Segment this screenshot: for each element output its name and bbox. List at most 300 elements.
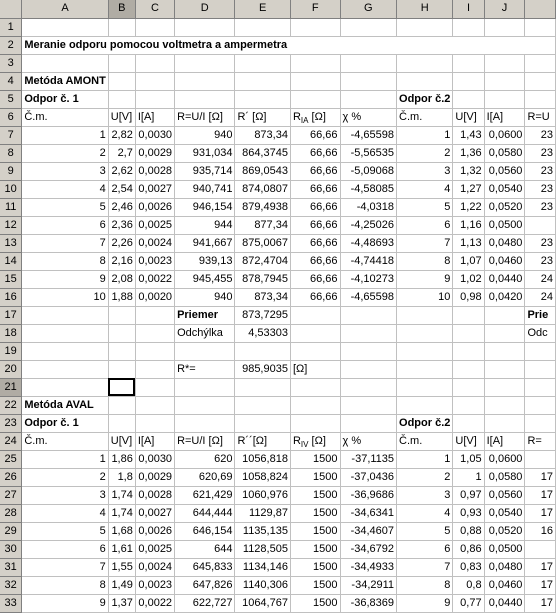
row-header-10[interactable]: 10 xyxy=(0,180,22,198)
cell-B10[interactable]: 2,54 xyxy=(108,180,135,198)
cell-H14[interactable]: 8 xyxy=(397,252,453,270)
cell-B14[interactable]: 2,16 xyxy=(108,252,135,270)
cell-D31[interactable]: 645,833 xyxy=(175,558,235,576)
cell-D14[interactable]: 939,13 xyxy=(175,252,235,270)
cell-F17[interactable] xyxy=(290,306,340,324)
cell-G6[interactable]: χ % xyxy=(340,108,397,126)
cell-H17[interactable] xyxy=(397,306,453,324)
cell-A7[interactable]: 1 xyxy=(22,126,108,144)
cell-K4[interactable] xyxy=(525,72,556,90)
cell-A29[interactable]: 5 xyxy=(22,522,108,540)
cell-I18[interactable] xyxy=(453,324,484,342)
row-header-25[interactable]: 25 xyxy=(0,450,22,468)
cell-H13[interactable]: 7 xyxy=(397,234,453,252)
cell-I9[interactable]: 1,32 xyxy=(453,162,484,180)
cell-K14[interactable]: 23 xyxy=(525,252,556,270)
cell-A15[interactable]: 9 xyxy=(22,270,108,288)
cell-I3[interactable] xyxy=(453,54,484,72)
cell-H28[interactable]: 4 xyxy=(397,504,453,522)
cell-F10[interactable]: 66,66 xyxy=(290,180,340,198)
cell-H33[interactable]: 9 xyxy=(397,594,453,612)
cell-G30[interactable]: -34,6792 xyxy=(340,540,397,558)
cell-K17[interactable]: Prie xyxy=(525,306,556,324)
cell-F8[interactable]: 66,66 xyxy=(290,144,340,162)
cell-I8[interactable]: 1,36 xyxy=(453,144,484,162)
cell-F28[interactable]: 1500 xyxy=(290,504,340,522)
cell-G28[interactable]: -34,6341 xyxy=(340,504,397,522)
row-header-28[interactable]: 28 xyxy=(0,504,22,522)
cell-K11[interactable]: 23 xyxy=(525,198,556,216)
cell-B23[interactable] xyxy=(108,414,135,432)
cell-F1[interactable] xyxy=(290,18,340,36)
cell-A17[interactable] xyxy=(22,306,108,324)
cell-B13[interactable]: 2,26 xyxy=(108,234,135,252)
cell-C24[interactable]: I[A] xyxy=(135,432,174,450)
cell-K32[interactable]: 17 xyxy=(525,576,556,594)
cell-C11[interactable]: 0,0026 xyxy=(135,198,174,216)
cell-D25[interactable]: 620 xyxy=(175,450,235,468)
cell-C1[interactable] xyxy=(135,18,174,36)
cell-H30[interactable]: 6 xyxy=(397,540,453,558)
cell-A28[interactable]: 4 xyxy=(22,504,108,522)
cell-G9[interactable]: -5,09068 xyxy=(340,162,397,180)
cell-C12[interactable]: 0,0025 xyxy=(135,216,174,234)
cell-E20[interactable]: 985,9035 xyxy=(235,360,290,378)
cell-B1[interactable] xyxy=(108,18,135,36)
row-header-17[interactable]: 17 xyxy=(0,306,22,324)
cell-K25[interactable] xyxy=(525,450,556,468)
row-header-1[interactable]: 1 xyxy=(0,18,22,36)
cell-J16[interactable]: 0,0420 xyxy=(484,288,525,306)
cell-G25[interactable]: -37,1135 xyxy=(340,450,397,468)
cell-E19[interactable] xyxy=(235,342,290,360)
cell-K33[interactable]: 17 xyxy=(525,594,556,612)
cell-A3[interactable] xyxy=(22,54,108,72)
cell-E16[interactable]: 873,34 xyxy=(235,288,290,306)
cell-F18[interactable] xyxy=(290,324,340,342)
row-header-26[interactable]: 26 xyxy=(0,468,22,486)
cell-J32[interactable]: 0,0460 xyxy=(484,576,525,594)
cell-D27[interactable]: 621,429 xyxy=(175,486,235,504)
cell-G12[interactable]: -4,25026 xyxy=(340,216,397,234)
cell-I26[interactable]: 1 xyxy=(453,468,484,486)
cell-G31[interactable]: -34,4933 xyxy=(340,558,397,576)
cell-G5[interactable] xyxy=(340,90,397,108)
cell-E18[interactable]: 4,53303 xyxy=(235,324,290,342)
cell-H19[interactable] xyxy=(397,342,453,360)
cell-F32[interactable]: 1500 xyxy=(290,576,340,594)
cell-K7[interactable]: 23 xyxy=(525,126,556,144)
cell-D13[interactable]: 941,667 xyxy=(175,234,235,252)
cell-H27[interactable]: 3 xyxy=(397,486,453,504)
cell-F7[interactable]: 66,66 xyxy=(290,126,340,144)
cell-I33[interactable]: 0,77 xyxy=(453,594,484,612)
cell-C27[interactable]: 0,0028 xyxy=(135,486,174,504)
cell-D15[interactable]: 945,455 xyxy=(175,270,235,288)
cell-I13[interactable]: 1,13 xyxy=(453,234,484,252)
cell-E6[interactable]: R´ [Ω] xyxy=(235,108,290,126)
cell-I32[interactable]: 0,8 xyxy=(453,576,484,594)
cell-A9[interactable]: 3 xyxy=(22,162,108,180)
row-header-13[interactable]: 13 xyxy=(0,234,22,252)
cell-C4[interactable] xyxy=(135,72,174,90)
cell-K28[interactable]: 17 xyxy=(525,504,556,522)
cell-J10[interactable]: 0,0540 xyxy=(484,180,525,198)
cell-G13[interactable]: -4,48693 xyxy=(340,234,397,252)
cell-D32[interactable]: 647,826 xyxy=(175,576,235,594)
cell-F14[interactable]: 66,66 xyxy=(290,252,340,270)
cell-G24[interactable]: χ % xyxy=(340,432,397,450)
cell-C29[interactable]: 0,0026 xyxy=(135,522,174,540)
cell-B16[interactable]: 1,88 xyxy=(108,288,135,306)
cell-G14[interactable]: -4,74418 xyxy=(340,252,397,270)
cell-F19[interactable] xyxy=(290,342,340,360)
cell-G8[interactable]: -5,56535 xyxy=(340,144,397,162)
cell-K6[interactable]: R=U xyxy=(525,108,556,126)
cell-J9[interactable]: 0,0560 xyxy=(484,162,525,180)
cell-H1[interactable] xyxy=(397,18,453,36)
cell-K22[interactable] xyxy=(525,396,556,414)
cell-D1[interactable] xyxy=(175,18,235,36)
cell-B12[interactable]: 2,36 xyxy=(108,216,135,234)
cell-E12[interactable]: 877,34 xyxy=(235,216,290,234)
row-header-9[interactable]: 9 xyxy=(0,162,22,180)
cell-J24[interactable]: I[A] xyxy=(484,432,525,450)
cell-D8[interactable]: 931,034 xyxy=(175,144,235,162)
cell-A5[interactable]: Odpor č. 1 xyxy=(22,90,108,108)
cell-E31[interactable]: 1134,146 xyxy=(235,558,290,576)
cell-J1[interactable] xyxy=(484,18,525,36)
cell-D28[interactable]: 644,444 xyxy=(175,504,235,522)
cell-C14[interactable]: 0,0023 xyxy=(135,252,174,270)
cell-F5[interactable] xyxy=(290,90,340,108)
cell-A18[interactable] xyxy=(22,324,108,342)
cell-I29[interactable]: 0,88 xyxy=(453,522,484,540)
cell-K29[interactable]: 16 xyxy=(525,522,556,540)
cell-I14[interactable]: 1,07 xyxy=(453,252,484,270)
cell-E32[interactable]: 1140,306 xyxy=(235,576,290,594)
cell-H7[interactable]: 1 xyxy=(397,126,453,144)
cell-B8[interactable]: 2,7 xyxy=(108,144,135,162)
cell-A13[interactable]: 7 xyxy=(22,234,108,252)
row-header-33[interactable]: 33 xyxy=(0,594,22,612)
cell-I4[interactable] xyxy=(453,72,484,90)
cell-I21[interactable] xyxy=(453,378,484,396)
cell-J14[interactable]: 0,0460 xyxy=(484,252,525,270)
column-header-A[interactable]: A xyxy=(22,0,108,18)
cell-K23[interactable] xyxy=(525,414,556,432)
cell-E28[interactable]: 1129,87 xyxy=(235,504,290,522)
cell-I16[interactable]: 0,98 xyxy=(453,288,484,306)
cell-C6[interactable]: I[A] xyxy=(135,108,174,126)
cell-F11[interactable]: 66,66 xyxy=(290,198,340,216)
cell-K24[interactable]: R= xyxy=(525,432,556,450)
cell-H15[interactable]: 9 xyxy=(397,270,453,288)
cell-I23[interactable] xyxy=(453,414,484,432)
row-header-24[interactable]: 24 xyxy=(0,432,22,450)
row-header-31[interactable]: 31 xyxy=(0,558,22,576)
row-header-11[interactable]: 11 xyxy=(0,198,22,216)
cell-A19[interactable] xyxy=(22,342,108,360)
column-header-D[interactable]: D xyxy=(175,0,235,18)
cell-I10[interactable]: 1,27 xyxy=(453,180,484,198)
cell-D26[interactable]: 620,69 xyxy=(175,468,235,486)
cell-H18[interactable] xyxy=(397,324,453,342)
cell-D21[interactable] xyxy=(175,378,235,396)
cell-H29[interactable]: 5 xyxy=(397,522,453,540)
cell-C20[interactable] xyxy=(135,360,174,378)
cell-F15[interactable]: 66,66 xyxy=(290,270,340,288)
cell-K1[interactable] xyxy=(525,18,556,36)
row-header-32[interactable]: 32 xyxy=(0,576,22,594)
cell-A33[interactable]: 9 xyxy=(22,594,108,612)
cell-J4[interactable] xyxy=(484,72,525,90)
cell-A16[interactable]: 10 xyxy=(22,288,108,306)
cell-F4[interactable] xyxy=(290,72,340,90)
cell-J17[interactable] xyxy=(484,306,525,324)
cell-D3[interactable] xyxy=(175,54,235,72)
select-all-corner[interactable] xyxy=(0,0,22,18)
cell-F29[interactable]: 1500 xyxy=(290,522,340,540)
cell-F25[interactable]: 1500 xyxy=(290,450,340,468)
cell-B33[interactable]: 1,37 xyxy=(108,594,135,612)
cell-G20[interactable] xyxy=(340,360,397,378)
cell-I28[interactable]: 0,93 xyxy=(453,504,484,522)
cell-I22[interactable] xyxy=(453,396,484,414)
cell-I17[interactable] xyxy=(453,306,484,324)
column-header-C[interactable]: C xyxy=(135,0,174,18)
cell-K18[interactable]: Odc xyxy=(525,324,556,342)
cell-E21[interactable] xyxy=(235,378,290,396)
cell-A31[interactable]: 7 xyxy=(22,558,108,576)
cell-D9[interactable]: 935,714 xyxy=(175,162,235,180)
cell-G1[interactable] xyxy=(340,18,397,36)
cell-A4[interactable]: Metóda AMONT xyxy=(22,72,108,90)
row-header-7[interactable]: 7 xyxy=(0,126,22,144)
cell-E15[interactable]: 878,7945 xyxy=(235,270,290,288)
cell-J28[interactable]: 0,0540 xyxy=(484,504,525,522)
cell-D12[interactable]: 944 xyxy=(175,216,235,234)
cell-B29[interactable]: 1,68 xyxy=(108,522,135,540)
cell-D23[interactable] xyxy=(175,414,235,432)
cell-G4[interactable] xyxy=(340,72,397,90)
cell-F24[interactable]: $R_{IV}$ [Ω] xyxy=(290,432,340,450)
row-header-21[interactable]: 21 xyxy=(0,378,22,396)
cell-J7[interactable]: 0,0600 xyxy=(484,126,525,144)
cell-G18[interactable] xyxy=(340,324,397,342)
cell-F9[interactable]: 66,66 xyxy=(290,162,340,180)
cell-D24[interactable]: R=U/I [Ω] xyxy=(175,432,235,450)
cell-A10[interactable]: 4 xyxy=(22,180,108,198)
cell-G22[interactable] xyxy=(340,396,397,414)
cell-G26[interactable]: -37,0436 xyxy=(340,468,397,486)
cell-G19[interactable] xyxy=(340,342,397,360)
cell-J21[interactable] xyxy=(484,378,525,396)
cell-H31[interactable]: 7 xyxy=(397,558,453,576)
cell-B25[interactable]: 1,86 xyxy=(108,450,135,468)
cell-F23[interactable] xyxy=(290,414,340,432)
column-header-B[interactable]: B xyxy=(108,0,135,18)
row-header-3[interactable]: 3 xyxy=(0,54,22,72)
cell-G7[interactable]: -4,65598 xyxy=(340,126,397,144)
row-header-8[interactable]: 8 xyxy=(0,144,22,162)
cell-D33[interactable]: 622,727 xyxy=(175,594,235,612)
cell-I24[interactable]: U[V] xyxy=(453,432,484,450)
cell-B20[interactable] xyxy=(108,360,135,378)
cell-E24[interactable]: R´´[Ω] xyxy=(235,432,290,450)
row-header-29[interactable]: 29 xyxy=(0,522,22,540)
cell-A6[interactable]: Č.m. xyxy=(22,108,108,126)
cell-F6[interactable]: $R_{IA}$ [Ω] xyxy=(290,108,340,126)
cell-C10[interactable]: 0,0027 xyxy=(135,180,174,198)
cell-D10[interactable]: 940,741 xyxy=(175,180,235,198)
cell-G11[interactable]: -4,0318 xyxy=(340,198,397,216)
cell-B4[interactable] xyxy=(108,72,135,90)
cell-A27[interactable]: 3 xyxy=(22,486,108,504)
row-header-22[interactable]: 22 xyxy=(0,396,22,414)
cell-J25[interactable]: 0,0600 xyxy=(484,450,525,468)
cell-D29[interactable]: 646,154 xyxy=(175,522,235,540)
cell-A12[interactable]: 6 xyxy=(22,216,108,234)
cell-G21[interactable] xyxy=(340,378,397,396)
cell-D20[interactable]: R*= xyxy=(175,360,235,378)
cell-B17[interactable] xyxy=(108,306,135,324)
cell-H3[interactable] xyxy=(397,54,453,72)
cell-E10[interactable]: 874,0807 xyxy=(235,180,290,198)
cell-E5[interactable] xyxy=(235,90,290,108)
cell-D18[interactable]: Odchýlka xyxy=(175,324,235,342)
cell-I25[interactable]: 1,05 xyxy=(453,450,484,468)
cell-C22[interactable] xyxy=(135,396,174,414)
cell-B6[interactable]: U[V] xyxy=(108,108,135,126)
cell-J33[interactable]: 0,0440 xyxy=(484,594,525,612)
cell-B32[interactable]: 1,49 xyxy=(108,576,135,594)
cell-E11[interactable]: 879,4938 xyxy=(235,198,290,216)
cell-H12[interactable]: 6 xyxy=(397,216,453,234)
cell-B31[interactable]: 1,55 xyxy=(108,558,135,576)
cell-G27[interactable]: -36,9686 xyxy=(340,486,397,504)
cell-I30[interactable]: 0,86 xyxy=(453,540,484,558)
cell-C32[interactable]: 0,0023 xyxy=(135,576,174,594)
cell-I20[interactable] xyxy=(453,360,484,378)
cell-K12[interactable] xyxy=(525,216,556,234)
cell-E25[interactable]: 1056,818 xyxy=(235,450,290,468)
column-header-F[interactable]: F xyxy=(290,0,340,18)
cell-B30[interactable]: 1,61 xyxy=(108,540,135,558)
cell-B9[interactable]: 2,62 xyxy=(108,162,135,180)
cell-H10[interactable]: 4 xyxy=(397,180,453,198)
cell-B22[interactable] xyxy=(108,396,135,414)
row-header-5[interactable]: 5 xyxy=(0,90,22,108)
cell-F12[interactable]: 66,66 xyxy=(290,216,340,234)
cell-A22[interactable]: Metóda AVAL xyxy=(22,396,108,414)
cell-H24[interactable]: Č.m. xyxy=(397,432,453,450)
cell-I7[interactable]: 1,43 xyxy=(453,126,484,144)
cell-E8[interactable]: 864,3745 xyxy=(235,144,290,162)
cell-B28[interactable]: 1,74 xyxy=(108,504,135,522)
cell-J18[interactable] xyxy=(484,324,525,342)
cell-B27[interactable]: 1,74 xyxy=(108,486,135,504)
cell-E26[interactable]: 1058,824 xyxy=(235,468,290,486)
cell-J11[interactable]: 0,0520 xyxy=(484,198,525,216)
cell-C31[interactable]: 0,0024 xyxy=(135,558,174,576)
cell-J23[interactable] xyxy=(484,414,525,432)
row-header-16[interactable]: 16 xyxy=(0,288,22,306)
row-header-6[interactable]: 6 xyxy=(0,108,22,126)
cell-J27[interactable]: 0,0560 xyxy=(484,486,525,504)
cell-F16[interactable]: 66,66 xyxy=(290,288,340,306)
cell-B15[interactable]: 2,08 xyxy=(108,270,135,288)
cell-J15[interactable]: 0,0440 xyxy=(484,270,525,288)
cell-A20[interactable] xyxy=(22,360,108,378)
cell-I1[interactable] xyxy=(453,18,484,36)
cell-G17[interactable] xyxy=(340,306,397,324)
cell-F30[interactable]: 1500 xyxy=(290,540,340,558)
cell-F3[interactable] xyxy=(290,54,340,72)
cell-K15[interactable]: 24 xyxy=(525,270,556,288)
cell-C23[interactable] xyxy=(135,414,174,432)
cell-G33[interactable]: -36,8369 xyxy=(340,594,397,612)
cell-D30[interactable]: 644 xyxy=(175,540,235,558)
cell-H22[interactable] xyxy=(397,396,453,414)
cell-K8[interactable]: 23 xyxy=(525,144,556,162)
cell-C33[interactable]: 0,0022 xyxy=(135,594,174,612)
cell-A1[interactable] xyxy=(22,18,108,36)
cell-D5[interactable] xyxy=(175,90,235,108)
cell-D11[interactable]: 946,154 xyxy=(175,198,235,216)
cell-K19[interactable] xyxy=(525,342,556,360)
cell-C15[interactable]: 0,0022 xyxy=(135,270,174,288)
cell-E3[interactable] xyxy=(235,54,290,72)
cell-G15[interactable]: -4,10273 xyxy=(340,270,397,288)
cell-B26[interactable]: 1,8 xyxy=(108,468,135,486)
cell-B18[interactable] xyxy=(108,324,135,342)
cell-E13[interactable]: 875,0067 xyxy=(235,234,290,252)
column-header-J[interactable]: J xyxy=(484,0,525,18)
cell-H26[interactable]: 2 xyxy=(397,468,453,486)
cell-H11[interactable]: 5 xyxy=(397,198,453,216)
cell-D7[interactable]: 940 xyxy=(175,126,235,144)
cell-B19[interactable] xyxy=(108,342,135,360)
cell-B24[interactable]: U[V] xyxy=(108,432,135,450)
cell-A24[interactable]: Č.m. xyxy=(22,432,108,450)
cell-F20[interactable]: [Ω] xyxy=(290,360,340,378)
cell-E33[interactable]: 1064,767 xyxy=(235,594,290,612)
cell-E1[interactable] xyxy=(235,18,290,36)
cell-E7[interactable]: 873,34 xyxy=(235,126,290,144)
cell-K13[interactable]: 23 xyxy=(525,234,556,252)
cell-C26[interactable]: 0,0029 xyxy=(135,468,174,486)
cell-C28[interactable]: 0,0027 xyxy=(135,504,174,522)
cell-G29[interactable]: -34,4607 xyxy=(340,522,397,540)
cell-K31[interactable]: 17 xyxy=(525,558,556,576)
cell-D22[interactable] xyxy=(175,396,235,414)
cell-A25[interactable]: 1 xyxy=(22,450,108,468)
cell-I31[interactable]: 0,83 xyxy=(453,558,484,576)
cell-J13[interactable]: 0,0480 xyxy=(484,234,525,252)
cell-K27[interactable]: 17 xyxy=(525,486,556,504)
cell-H8[interactable]: 2 xyxy=(397,144,453,162)
column-header-I[interactable]: I xyxy=(453,0,484,18)
cell-I5[interactable] xyxy=(453,90,484,108)
cell-D17[interactable]: Priemer xyxy=(175,306,235,324)
cell-J5[interactable] xyxy=(484,90,525,108)
cell-I12[interactable]: 1,16 xyxy=(453,216,484,234)
cell-F27[interactable]: 1500 xyxy=(290,486,340,504)
cell-C17[interactable] xyxy=(135,306,174,324)
row-header-27[interactable]: 27 xyxy=(0,486,22,504)
cell-A32[interactable]: 8 xyxy=(22,576,108,594)
